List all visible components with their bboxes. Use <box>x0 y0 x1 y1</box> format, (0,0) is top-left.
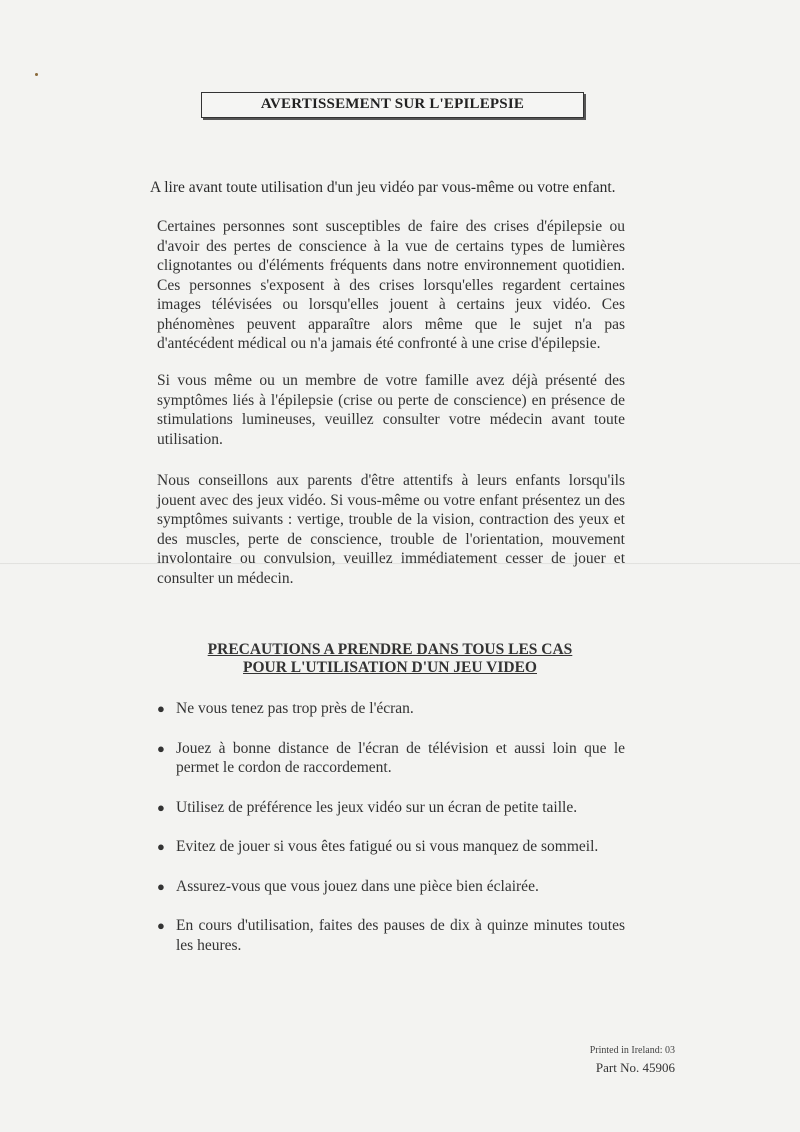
intro-line: A lire avant toute utilisation d'un jeu vidéo par vous-même ou votre enfant. <box>150 179 616 196</box>
part-number: Part No. 45906 <box>595 1060 675 1075</box>
paragraph-3: Nous conseillons aux parents d'être attentifs à leurs enfants lorsqu'ils jouent avec des jeux vidéo. Si vous-même ou votre enfant présentez un des symptômes suivants : vertige, trouble de la vision, contraction des yeux et des muscles, perte de conscience, trouble de l'orientation, mouvement involontaire ou convulsion, veuillez immédiatement cesser de jouer et consulter un médecin. <box>157 472 625 587</box>
list-item <box>157 699 625 719</box>
list-item <box>157 837 625 857</box>
printed-in-label: Printed in Ireland: 03 <box>589 1045 675 1056</box>
paragraph-2: Si vous même ou un membre de votre famille avez déjà présenté des symptômes liés à l'épilepsie (crise ou perte de conscience) en présence de stimulations lumineuses, veuillez consulter votre médecin avant toute utilisation. <box>157 372 625 448</box>
list-item <box>157 739 625 778</box>
precautions-heading-line1: PRECAUTIONS A PRENDRE DANS TOUS LES CAS <box>207 641 573 658</box>
precautions-heading-line2: POUR L'UTILISATION D'UN JEU VIDEO <box>243 659 537 676</box>
bullet-icon: ● <box>157 799 165 815</box>
page-title: AVERTISSEMENT SUR L'EPILEPSIE <box>260 96 525 112</box>
bullet-icon: ● <box>157 839 165 854</box>
list-item <box>157 877 625 897</box>
list-item-text: Utilisez de préférence les jeux vidéo sur un écran de petite taille. <box>176 798 578 816</box>
precautions-list <box>157 699 625 975</box>
precautions-heading <box>160 641 620 677</box>
paragraph-1: Certaines personnes sont susceptibles de faire des crises d'épilepsie ou d'avoir des pertes de conscience à la vue de certains types de lumières clignotantes ou d'éléments fréquents dans notre environnement quotidien. Ces personnes s'exposent à des crises lorsqu'elles regardent certaines images télévisées ou lorsqu'elles jouent à certains jeux vidéo. Ces phénomènes peuvent apparaître alors même que le sujet n'a pas d'antécédent médical ou n'a jamais été confronté à une crise d'épilepsie. <box>157 218 625 352</box>
list-item-text: Ne vous tenez pas trop près de l'écran. <box>176 700 414 717</box>
list-item-text: En cours d'utilisation, faites des pauses de dix à quinze minutes toutes les heures. <box>176 917 625 954</box>
list-item-text: Jouez à bonne distance de l'écran de télévision et aussi loin que le permet le cordon de raccordement. <box>176 739 625 776</box>
list-item-text: Assurez-vous que vous jouez dans une pièce bien éclairée. <box>176 877 539 895</box>
list-item-text: Evitez de jouer si vous êtes fatigué ou si vous manquez de sommeil. <box>176 838 599 855</box>
bullet-icon: ● <box>157 918 165 933</box>
list-item <box>157 916 625 955</box>
paper-speck <box>35 73 38 76</box>
title-box <box>201 92 584 118</box>
list-item <box>157 798 625 818</box>
bullet-icon: ● <box>157 740 165 756</box>
bullet-icon: ● <box>157 701 165 716</box>
bullet-icon: ● <box>157 878 165 894</box>
